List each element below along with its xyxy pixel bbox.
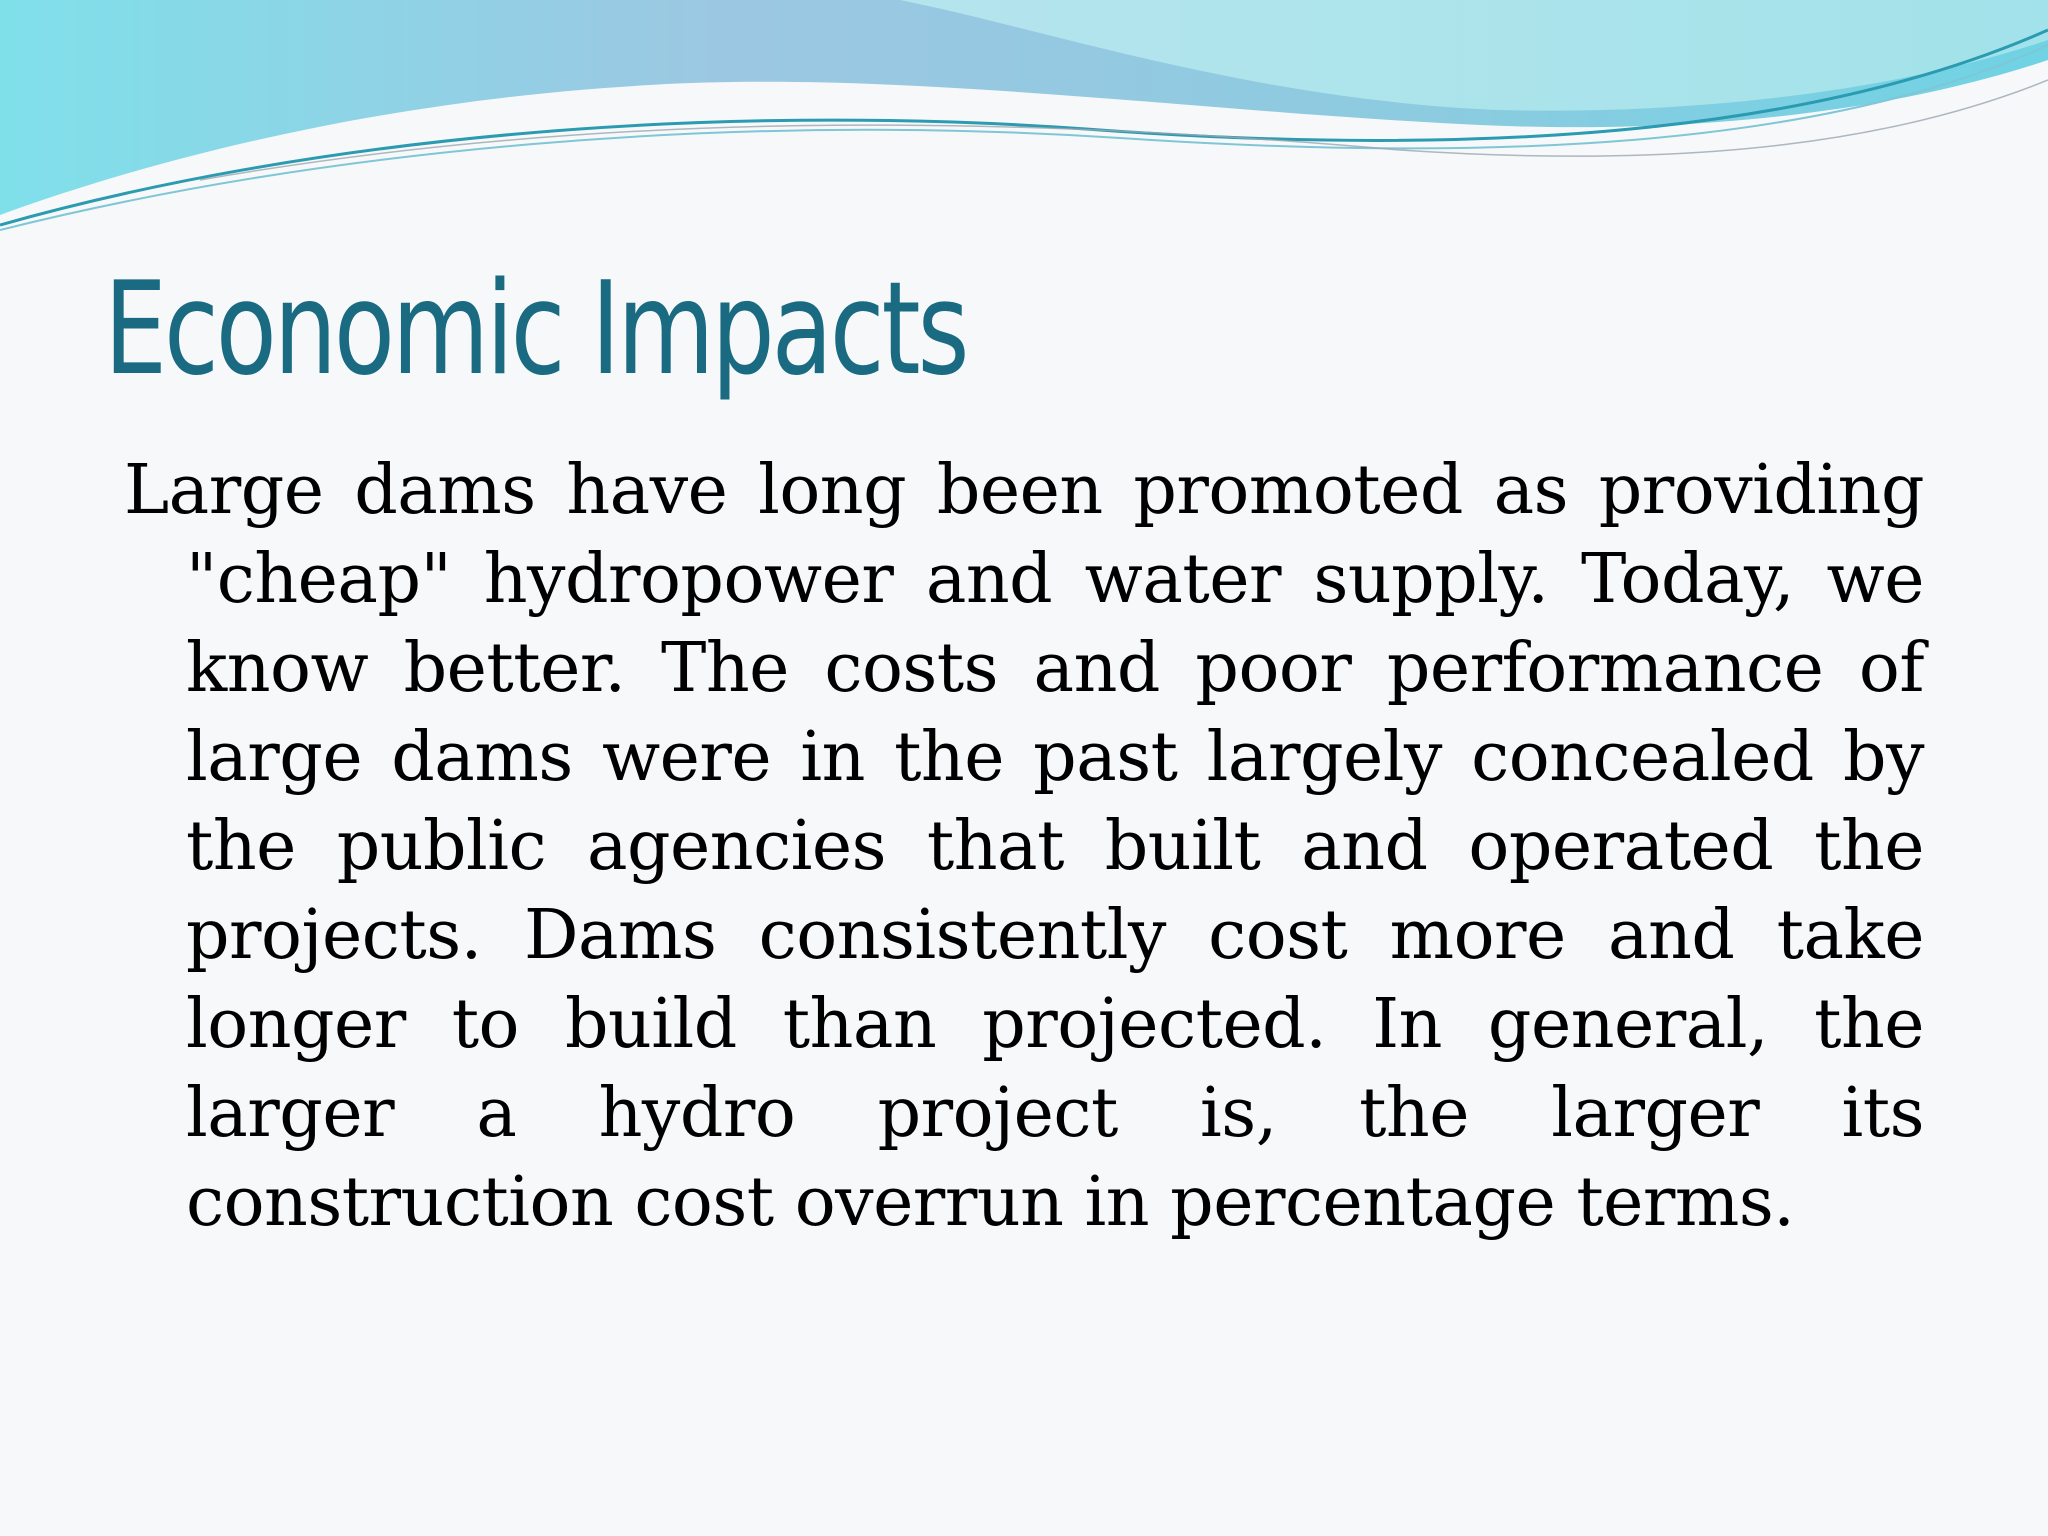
slide-title: Economic Impacts — [104, 255, 967, 404]
header-wave-decoration — [0, 0, 2048, 240]
slide-body-paragraph: Large dams have long been promoted as providing "cheap" hydropower and water supply. Today, we know better. The costs and poor performance of large dams were in the past largely concealed by the public agencies that built and operated the projects. Dams consistently cost more and take longer to build than projected. In general, the larger a hydro project is, the larger its construction cost overrun in percentage terms. — [124, 451, 1924, 1242]
